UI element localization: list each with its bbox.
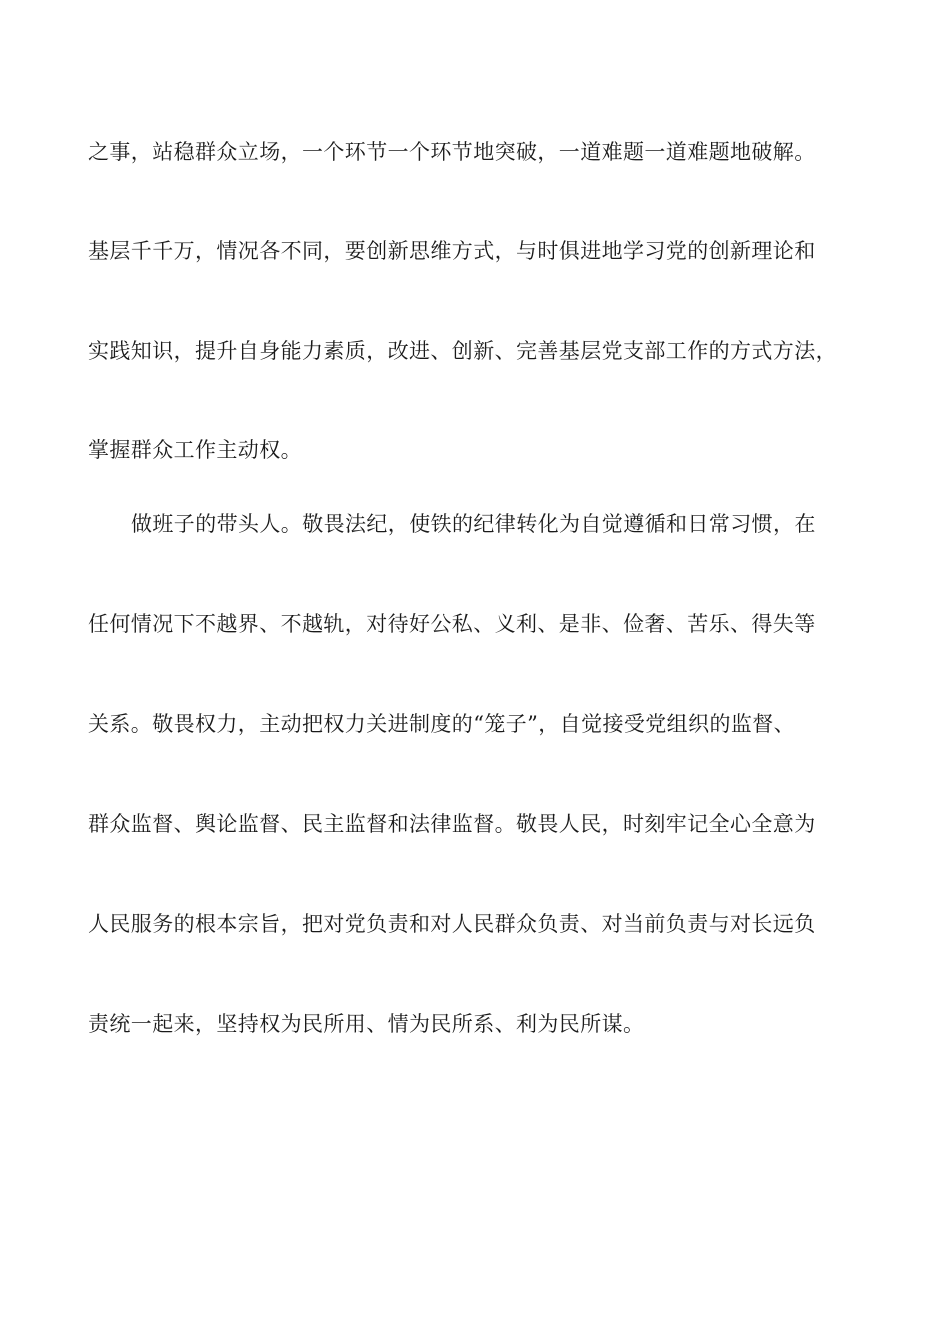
text-line-9: 人民服务的根本宗旨，把对党负责和对人民群众负责、对当前负责与对长远负 [88, 912, 816, 936]
text-line-3: 实践知识，提升自身能力素质，改进、创新、完善基层党支部工作的方式方法， [88, 339, 837, 363]
text-line-1: 之事，站稳群众立场，一个环节一个环节地突破，一道难题一道难题地破解。 [88, 140, 816, 164]
text-line-7: 关系。敬畏权力，主动把权力关进制度的“笼子”，自觉接受党组织的监督、 [88, 712, 796, 736]
text-line-2: 基层千千万，情况各不同，要创新思维方式，与时俱进地学习党的创新理论和 [88, 239, 816, 263]
text-line-6: 任何情况下不越界、不越轨，对待好公私、义利、是非、俭奢、苦乐、得失等 [88, 612, 816, 636]
text-line-10: 责统一起来，坚持权为民所用、情为民所系、利为民所谋。 [88, 1012, 645, 1036]
text-line-8: 群众监督、舆论监督、民主监督和法律监督。敬畏人民，时刻牢记全心全意为 [88, 812, 816, 836]
text-line-4: 掌握群众工作主动权。 [88, 438, 302, 462]
paragraph-start-line: 做班子的带头人。敬畏法纪，使铁的纪律转化为自觉遵循和日常习惯，在 [131, 512, 816, 536]
